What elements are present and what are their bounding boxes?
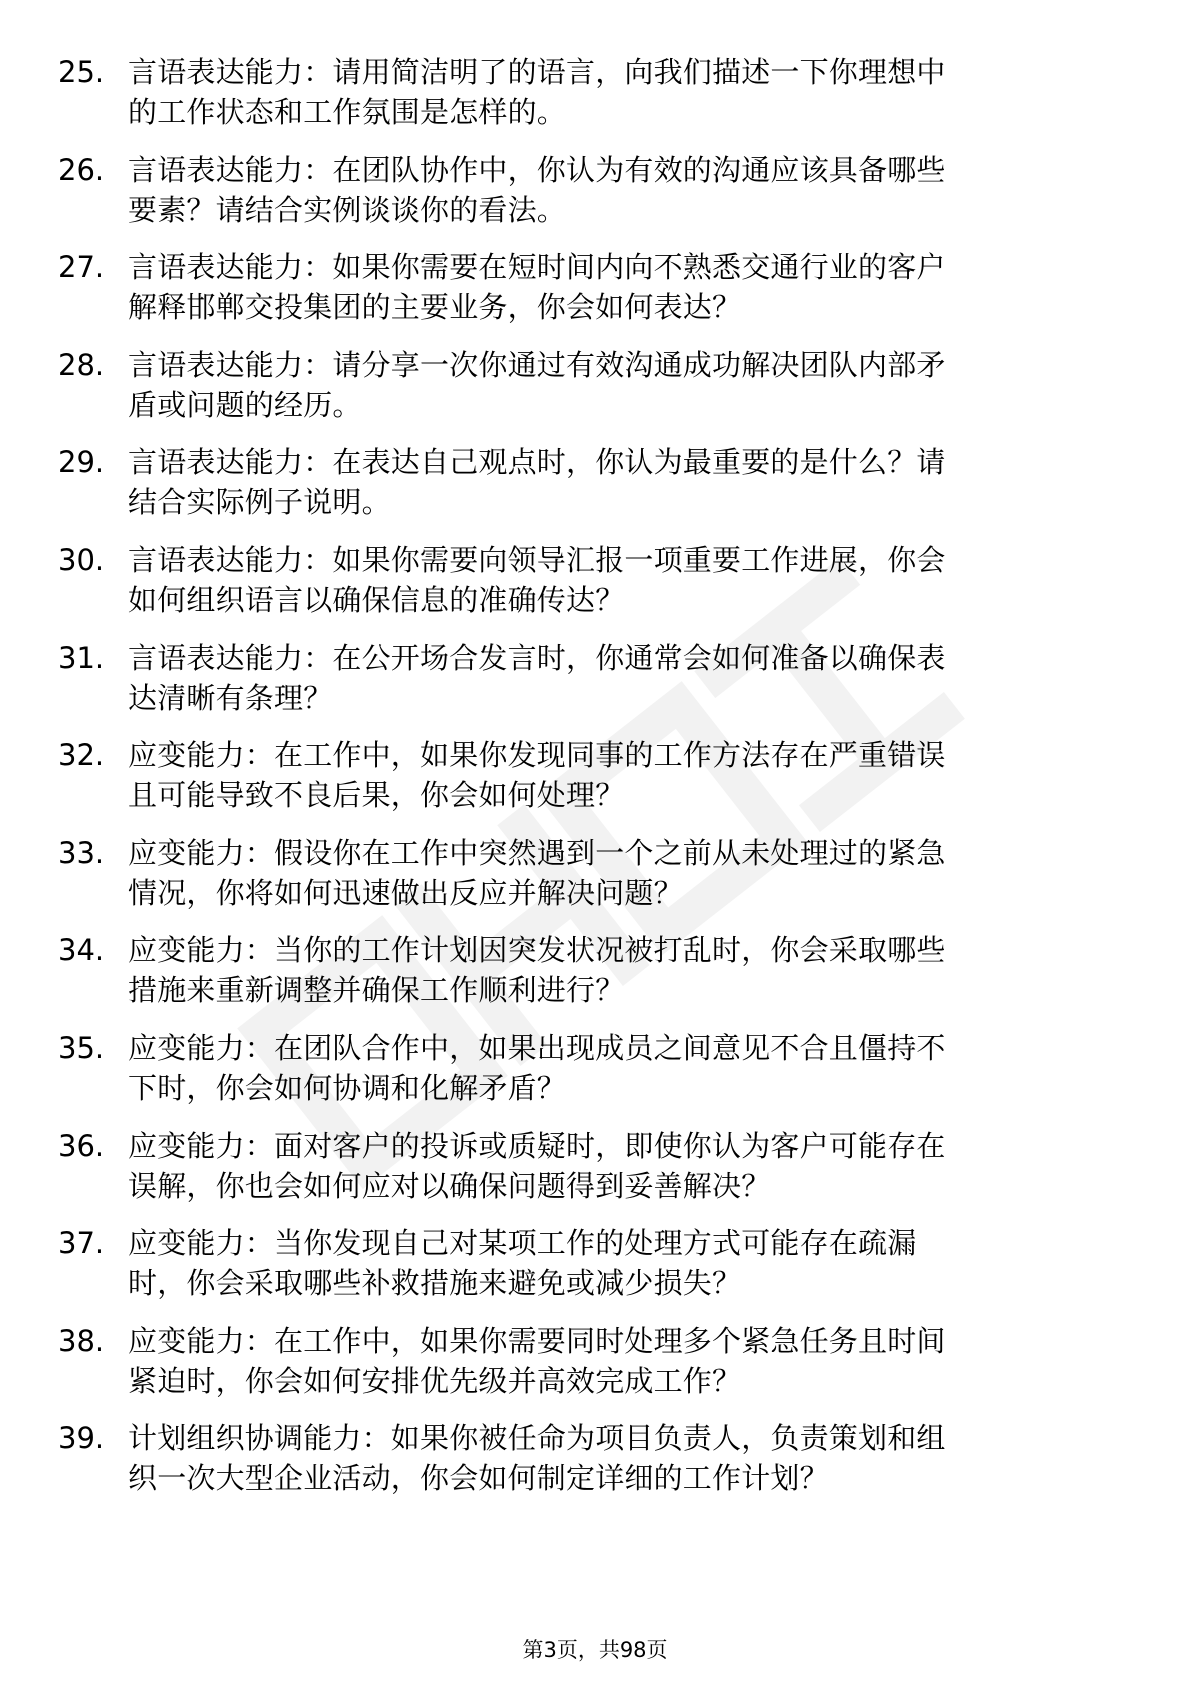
- question-number: 34.: [58, 933, 105, 968]
- question-text-line-1: 言语表达能力：在团队协作中，你认为有效的沟通应该具备哪些: [128, 152, 946, 187]
- question-number: 27.: [58, 250, 105, 285]
- question-text-line-1: 言语表达能力：在公开场合发言时，你通常会如何准备以确保表: [128, 640, 946, 675]
- question-text-line-2: 织一次大型企业活动，你会如何制定详细的工作计划？: [128, 1461, 829, 1496]
- question-item: [0, 1028, 1190, 1124]
- question-text-line-2: 措施来重新调整并确保工作顺利进行？: [128, 973, 625, 1008]
- question-item: [0, 638, 1190, 734]
- question-number: 29.: [58, 445, 105, 480]
- question-item: [0, 52, 1190, 148]
- question-number: 26.: [58, 152, 105, 187]
- question-number: 37.: [58, 1226, 105, 1261]
- question-number: 31.: [58, 640, 105, 675]
- question-number: 35.: [58, 1031, 105, 1065]
- question-item: [0, 930, 1190, 1026]
- question-item: [0, 247, 1190, 343]
- question-number: 25.: [58, 55, 105, 89]
- question-item: [0, 735, 1190, 831]
- question-text-line-1: 应变能力：当你发现自己对某项工作的处理方式可能存在疏漏: [128, 1226, 917, 1261]
- question-text-line-1: 应变能力：假设你在工作中突然遇到一个之前从未处理过的紧急: [128, 835, 946, 870]
- question-text-line-2: 的工作状态和工作氛围是怎样的。: [128, 95, 567, 129]
- page-number: 第3页，共98页: [522, 1638, 668, 1662]
- question-text-line-2: 结合实际例子说明。: [128, 485, 391, 520]
- question-text-line-2: 紧迫时，你会如何安排优先级并高效完成工作？: [128, 1363, 742, 1398]
- question-text-line-1: 应变能力：在团队合作中，如果出现成员之间意见不合且僵持不: [128, 1031, 946, 1065]
- question-text-line-2: 盾或问题的经历。: [128, 387, 362, 422]
- question-text-line-2: 如何组织语言以确保信息的准确传达？: [128, 583, 625, 617]
- question-number: 38.: [58, 1323, 105, 1358]
- question-text-line-2: 解释邯郸交投集团的主要业务，你会如何表达？: [128, 290, 742, 325]
- question-number: 36.: [58, 1128, 105, 1163]
- question-number: 32.: [58, 738, 105, 773]
- question-item: [0, 1126, 1190, 1222]
- question-text-line-2: 要素？请结合实例谈谈你的看法。: [128, 192, 567, 227]
- question-text-line-1: 计划组织协调能力：如果你被任命为项目负责人，负责策划和组: [128, 1421, 946, 1456]
- question-item: [0, 1418, 1190, 1514]
- question-number: 30.: [58, 543, 105, 577]
- question-text-line-1: 言语表达能力：在表达自己观点时，你认为最重要的是什么？请: [128, 445, 946, 480]
- question-text-line-2: 情况，你将如何迅速做出反应并解决问题？: [128, 875, 683, 910]
- question-text-line-2: 时，你会采取哪些补救措施来避免或减少损失？: [128, 1266, 742, 1301]
- question-number: 39.: [58, 1421, 105, 1456]
- question-number: 33.: [58, 835, 105, 870]
- question-text-line-1: 应变能力：当你的工作计划因突发状况被打乱时，你会采取哪些: [128, 933, 946, 968]
- question-item: [0, 1321, 1190, 1417]
- question-item: [0, 442, 1190, 538]
- question-text-line-2: 误解，你也会如何应对以确保问题得到妥善解决？: [128, 1168, 771, 1203]
- question-item: [0, 1223, 1190, 1319]
- question-text-line-1: 应变能力：在工作中，如果你发现同事的工作方法存在严重错误: [128, 738, 946, 773]
- question-text-line-1: 言语表达能力：请分享一次你通过有效沟通成功解决团队内部矛: [128, 347, 946, 382]
- question-text-line-2: 下时，你会如何协调和化解矛盾？: [128, 1071, 567, 1105]
- question-item: [0, 540, 1190, 636]
- question-text-line-1: 应变能力：面对客户的投诉或质疑时，即使你认为客户可能存在: [128, 1128, 946, 1163]
- question-text-line-2: 达清晰有条理？: [128, 680, 333, 715]
- question-text-line-2: 且可能导致不良后果，你会如何处理？: [128, 778, 625, 813]
- question-item: [0, 150, 1190, 246]
- question-text-line-1: 应变能力：在工作中，如果你需要同时处理多个紧急任务且时间: [128, 1323, 946, 1358]
- question-text-line-1: 言语表达能力：请用简洁明了的语言，向我们描述一下你理想中: [128, 55, 946, 89]
- question-text-line-1: 言语表达能力：如果你需要向领导汇报一项重要工作进展，你会: [128, 543, 946, 577]
- question-item: [0, 833, 1190, 929]
- question-item: [0, 345, 1190, 441]
- question-text-line-1: 言语表达能力：如果你需要在短时间内向不熟悉交通行业的客户: [128, 250, 946, 285]
- question-number: 28.: [58, 347, 105, 382]
